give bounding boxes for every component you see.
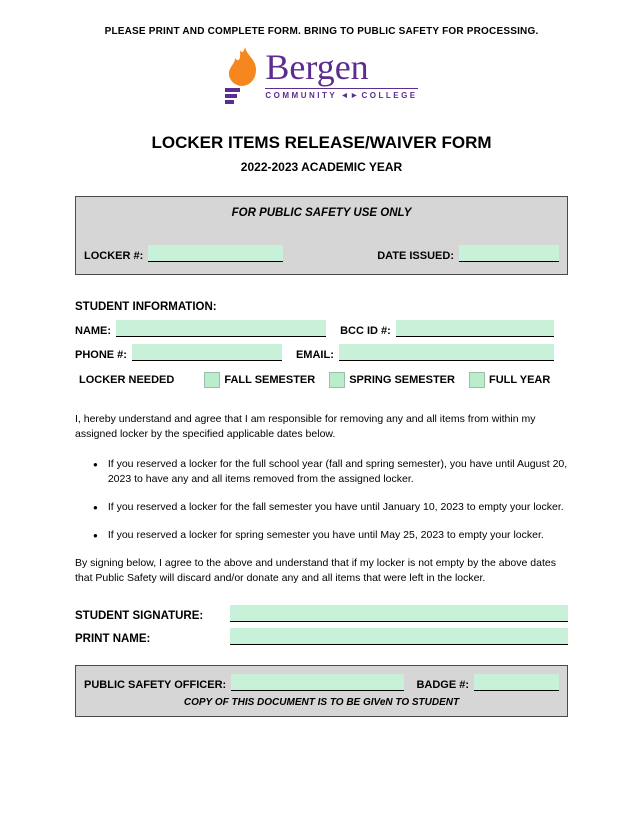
print-name-field[interactable] bbox=[230, 628, 568, 645]
public-safety-box-title: FOR PUBLIC SAFETY USE ONLY bbox=[231, 207, 412, 219]
bullet-icon: ● bbox=[93, 502, 98, 512]
phone-email-row bbox=[75, 344, 568, 361]
bullet-text: If you reserved a locker for spring semester you have until May 25, 2023 to empty your locker. bbox=[107, 528, 544, 541]
officer-label: PUBLIC SAFETY OFFICER: bbox=[84, 679, 227, 692]
list-item bbox=[75, 500, 568, 515]
public-safety-box bbox=[75, 196, 568, 275]
bullet-icon: ● bbox=[93, 459, 98, 469]
bullet-text: If you reserved a locker for the full school year (fall and spring semester), you have until August 20, 2023 to have any and all items removed from the assigned locker. bbox=[107, 457, 568, 485]
name-field[interactable] bbox=[116, 320, 326, 337]
checkbox-spring-semester[interactable] bbox=[329, 372, 345, 388]
checkbox-full-year[interactable] bbox=[469, 372, 485, 388]
logo-wordmark: Bergen bbox=[265, 47, 369, 87]
officer-box-footer: COPY OF THIS DOCUMENT IS TO BE GIVeN TO STUDENT bbox=[183, 697, 460, 709]
student-signature-label: STUDENT SIGNATURE: bbox=[75, 610, 204, 623]
student-information-heading: STUDENT INFORMATION: bbox=[75, 301, 217, 313]
locker-needed-label: LOCKER NEEDED bbox=[79, 374, 175, 386]
public-safety-fields-row bbox=[84, 245, 559, 262]
agreement-intro: I, hereby understand and agree that I am responsible for removing any and all items from within my assigned locker by the specified applicable dates below. bbox=[75, 413, 536, 440]
print-name-row bbox=[75, 628, 568, 645]
flame-icon bbox=[225, 47, 259, 107]
date-issued-field[interactable] bbox=[459, 245, 559, 262]
locker-number-field[interactable] bbox=[148, 245, 283, 262]
arrow-right-icon: ▶ bbox=[351, 93, 357, 99]
page-subtitle: 2022-2023 ACADEMIC YEAR bbox=[240, 160, 403, 174]
bullet-text: If you reserved a locker for the fall semester you have until January 10, 2023 to empty your locker. bbox=[107, 500, 564, 513]
spring-semester-label: SPRING SEMESTER bbox=[349, 374, 455, 386]
date-issued-label: DATE ISSUED: bbox=[377, 250, 454, 262]
locker-number-label: LOCKER #: bbox=[84, 250, 144, 262]
officer-box bbox=[75, 665, 568, 717]
bergen-logo bbox=[75, 47, 568, 111]
phone-field[interactable] bbox=[132, 344, 282, 361]
bcc-id-label: BCC ID #: bbox=[340, 325, 391, 337]
locker-needed-row bbox=[75, 372, 568, 388]
checkbox-fall-semester[interactable] bbox=[204, 372, 220, 388]
student-signature-field[interactable] bbox=[230, 605, 568, 622]
badge-number-label: BADGE #: bbox=[416, 679, 469, 692]
logo-college-label: COLLEGE bbox=[361, 91, 418, 100]
logo-subtitle bbox=[265, 88, 417, 100]
arrow-left-icon: ◀ bbox=[342, 93, 347, 99]
logo-community-label: COMMUNITY bbox=[265, 91, 338, 100]
header-notice: PLEASE PRINT AND COMPLETE FORM. BRING TO PUBLIC SAFETY FOR PROCESSING. bbox=[104, 26, 539, 37]
full-year-label: FULL YEAR bbox=[488, 374, 551, 386]
page-title: LOCKER ITEMS RELEASE/WAIVER FORM bbox=[151, 133, 492, 152]
officer-fields-row bbox=[84, 674, 559, 691]
email-label: EMAIL: bbox=[295, 349, 334, 361]
signature-block bbox=[75, 605, 568, 645]
student-signature-row bbox=[75, 605, 568, 622]
list-item bbox=[75, 528, 568, 543]
badge-number-field[interactable] bbox=[474, 674, 559, 691]
logo-text bbox=[265, 47, 417, 100]
officer-name-field[interactable] bbox=[231, 674, 404, 691]
name-row bbox=[75, 320, 568, 337]
bullet-icon: ● bbox=[93, 530, 98, 540]
fall-semester-label: FALL SEMESTER bbox=[224, 374, 316, 386]
name-label: NAME: bbox=[75, 325, 112, 337]
bcc-id-field[interactable] bbox=[396, 320, 554, 337]
agreement-bullet-list bbox=[75, 457, 568, 543]
agreement-closing: By signing below, I agree to the above and understand that if my locker is not empty by the above dates that Public Safety will discard and/or donate any and all items that were left in the locker. bbox=[75, 556, 556, 584]
print-name-label: PRINT NAME: bbox=[75, 633, 151, 646]
phone-label: PHONE #: bbox=[75, 349, 127, 361]
email-field[interactable] bbox=[339, 344, 554, 361]
list-item bbox=[75, 457, 568, 487]
